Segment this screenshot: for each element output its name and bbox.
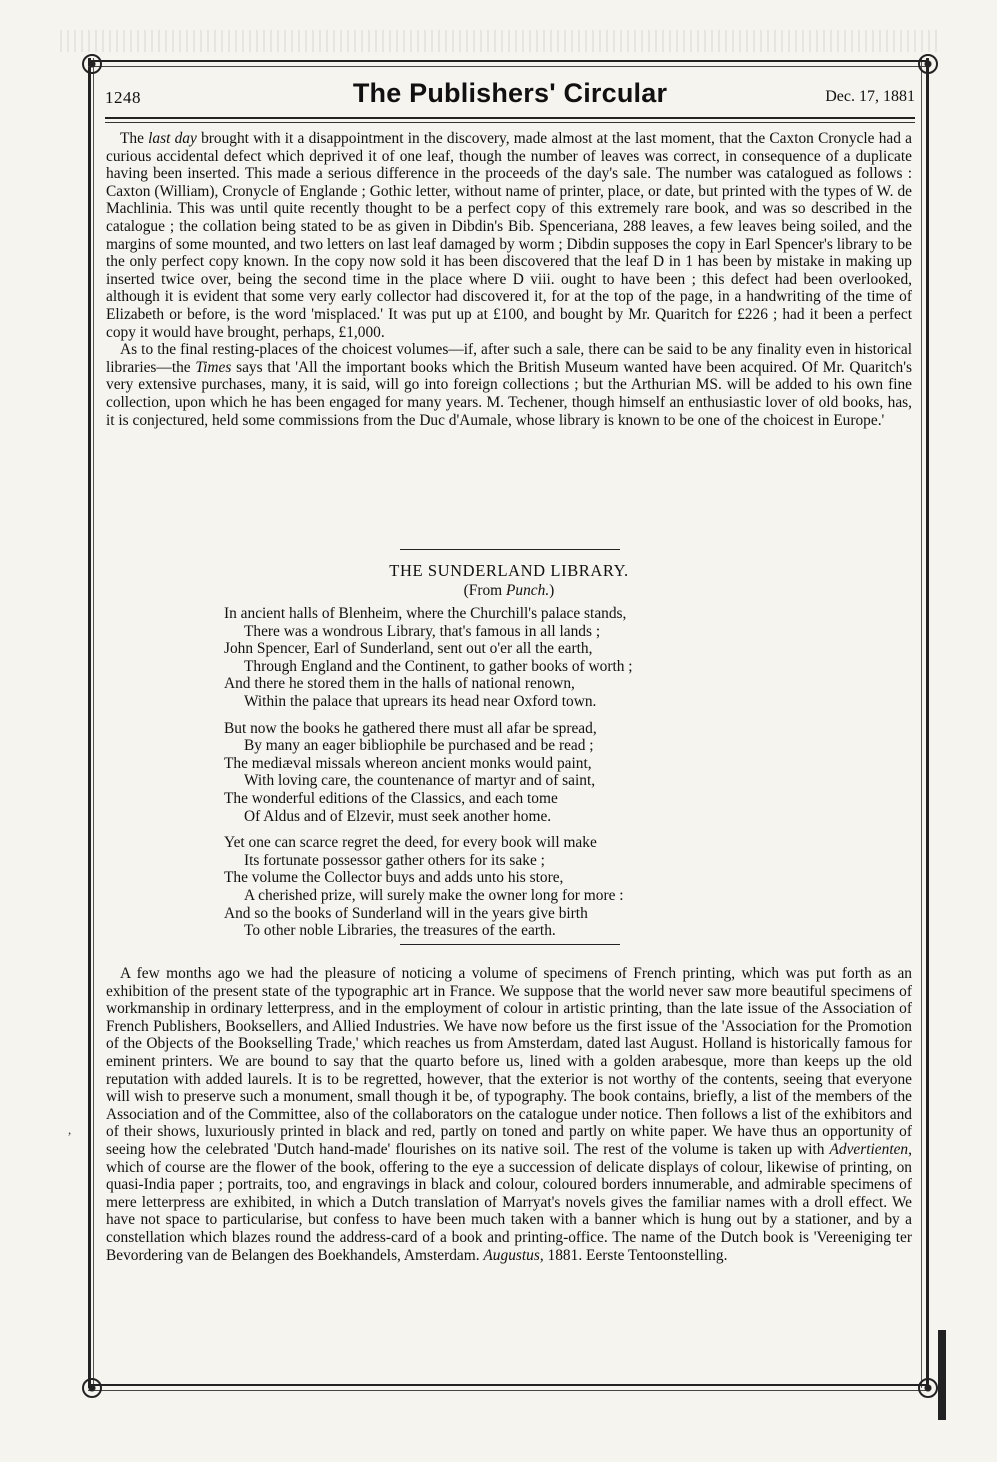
poem-line: The volume the Collector buys and adds unto his store, [224, 869, 564, 887]
poem-title: THE SUNDERLAND LIBRARY. [389, 561, 629, 580]
page-number: 1248 [105, 88, 141, 107]
issue-date: Dec. 17, 1881 [825, 88, 915, 105]
scan-edge-artifact [60, 30, 940, 52]
page-border-left [88, 58, 91, 1388]
section-divider [400, 944, 620, 945]
emphasis: Augustus [483, 1246, 540, 1264]
paragraph: As to the final resting-places of the choicest volumes—if, after such a sale, there can be said to be any finality even in historical libraries—the Times says that 'All the important books which the British Museum wanted have been acquired. Of Mr. Quaritch's very extensive purchases, many, it is said, will go into foreign collections ; but the Arthurian MS. will be added to his own fine collection, upon which he has been engaged for many years. M. Techener, though himself an enthusiastic lover of old books, has, it is conjectured, held some commissions from the Duc d'Aumale, whose library is known to be one of the choicest in Europe.' [106, 341, 912, 429]
corner-ornament-icon [82, 1378, 102, 1398]
page-border-top [88, 60, 929, 62]
poem-line: Of Aldus and of Elzevir, must seek another home. [244, 807, 552, 825]
emphasis: last day [148, 130, 197, 147]
margin-mark: , [68, 1122, 72, 1137]
poem-line: With loving care, the countenance of martyr and of saint, [244, 772, 596, 790]
stanza [224, 834, 864, 940]
stanza [224, 605, 864, 711]
sale-report-article [106, 130, 912, 429]
poem-line: There was a wondrous Library, that's famous in all lands ; [244, 622, 601, 640]
corner-ornament-icon [82, 54, 102, 74]
dutch-specimen-article [106, 965, 912, 1264]
poem-line: Yet one can scarce regret the deed, for every book will make [224, 834, 597, 852]
poem-line: In ancient halls of Blenheim, where the Churchill's palace stands, [224, 605, 627, 622]
header-rule-thin [105, 122, 915, 123]
section-divider [400, 549, 620, 550]
poem-line: Within the palace that uprears its head near Oxford town. [244, 692, 597, 710]
page-border-bottom [88, 1384, 929, 1386]
scan-edge-bar [938, 1330, 946, 1420]
poem-line: The mediæval missals whereon ancient monks would paint, [224, 754, 592, 772]
poem-body [224, 605, 864, 949]
poem-line: The wonderful editions of the Classics, and each tome [224, 789, 558, 807]
emphasis: Advertienten [829, 1140, 909, 1158]
page-border-right [926, 58, 929, 1388]
corner-ornament-icon [918, 1378, 938, 1398]
poem-line: Through England and the Continent, to gather books of worth ; [244, 657, 633, 675]
page-border-top-inner [88, 66, 929, 67]
poem-line: And there he stored them in the halls of national renown, [224, 675, 575, 693]
poem-line: But now the books he gathered there must all afar be spread, [224, 719, 597, 737]
journal-title: The Publishers' Circular [352, 78, 668, 108]
poem-line: To other noble Libraries, the treasures of the earth. [244, 922, 556, 940]
paragraph: A few months ago we had the pleasure of noticing a volume of specimens of French printing, which was put forth as an exhibition of the present state of the typographic art in France. We suppose that the world never saw more beautiful specimens of workmanship in ordinary letterpress, and in the employment of colour in artistic printing, than the late issue of the Association of French Publishers, Booksellers, and Allied Industries. We have now before us the first issue of the 'Association for the Promotion of the Objects of the Bookselling Trade,' which reaches us from Amsterdam, dated last August. Holland is historically famous for eminent printers. We are bound to say that the quarto before us, lined with a golden arabesque, more than keeps up the old reputation with added laurels. It is to be regretted, however, that the exterior is not worthy of the contents, seeing that everyone will wish to preserve such a monument, small though it be, of typography. The book contains, briefly, a list of the members of the Association and of the Committee, also of the collaborators on the catalogue under notice. Then follows a list of the exhibitors and of their shows, luxuriously printed in black and red, partly on toned and partly on white paper. We have thus an opportunity of seeing how the celebrated 'Dutch hand-made' flourishes on its native soil. The rest of the volume is taken up with Advertienten, which of course are the flower of the book, offering to the eye a succession of delicate displays of colour, likewise of printing, on quasi-India paper ; portraits, too, and engravings in black and colour, coloured borders innumerable, and admirable specimens of mere letterpress are exhibited, in which a Dutch translation of Marryat's novels gives the familiar names with a droll effect. We have not space to particularise, but confess to have been much taken with a banner which is hung out by a stationer, and by a constellation which blazes round the address-card of a book and printing-office. The name of the Dutch book is 'Vereeniging ter Bevordering van de Belangen des Boekhandels, Amsterdam. Augustus, 1881. Eerste Tentoonstelling. [106, 965, 912, 1264]
poem-line: Its fortunate possessor gather others for its sake ; [244, 851, 545, 869]
header-rule [105, 117, 915, 119]
corner-ornament-icon [918, 54, 938, 74]
page-border-right-inner [921, 58, 922, 1388]
poem-line: A cherished prize, will surely make the owner long for more : [244, 886, 624, 904]
poem-line: By many an eager bibliophile be purchased and be read ; [244, 737, 594, 755]
page-border-left-inner [93, 58, 94, 1388]
emphasis: Times [195, 358, 232, 376]
page-border-bottom-inner [88, 1390, 929, 1391]
poem-source: (From Punch.) [463, 582, 555, 599]
stanza [224, 720, 864, 826]
paragraph: The last day brought with it a disappointment in the discovery, made almost at the last moment, that the Caxton Cronycle had a curious accidental defect which deprived it of one leaf, though the number of leaves was correct, in consequence of a duplicate having been inserted. This made a serious difference in the proceeds of the day's sale. The number was catalogued as follows : Caxton (William), Cronycle of Englande ; Gothic letter, without name of printer, place, or date, but printed with the types of W. de Machlinia. This was until quite recently thought to be a perfect copy of this extremely rare book, and was so described in the catalogue ; the collation being stated to be as given in Dibdin's Bib. Spenceriana, 288 leaves, a few leaves being soiled, and the margins of some mounted, and two letters on last leaf damaged by worm ; Dibdin supposes the copy in Earl Spencer's library to be the only perfect copy known. In the copy now sold it has been discovered that the leaf D in 1 has been by mistake in making up inserted twice over, being the second time in the place where D viii. ought to have been ; this defect had been overlooked, although it is evident that some very early collector had discovered it, for at the top of the page, in a handwriting of the time of Elizabeth or before, is the word 'misplaced.' It was put up at £100, and bought by Mr. Quaritch for £226 ; had it been a perfect copy it would have brought, perhaps, £1,000. [106, 130, 912, 341]
poem-line: And so the books of Sunderland will in the years give birth [224, 904, 588, 922]
running-header [105, 78, 915, 114]
poem-line: John Spencer, Earl of Sunderland, sent out o'er all the earth, [224, 640, 593, 658]
